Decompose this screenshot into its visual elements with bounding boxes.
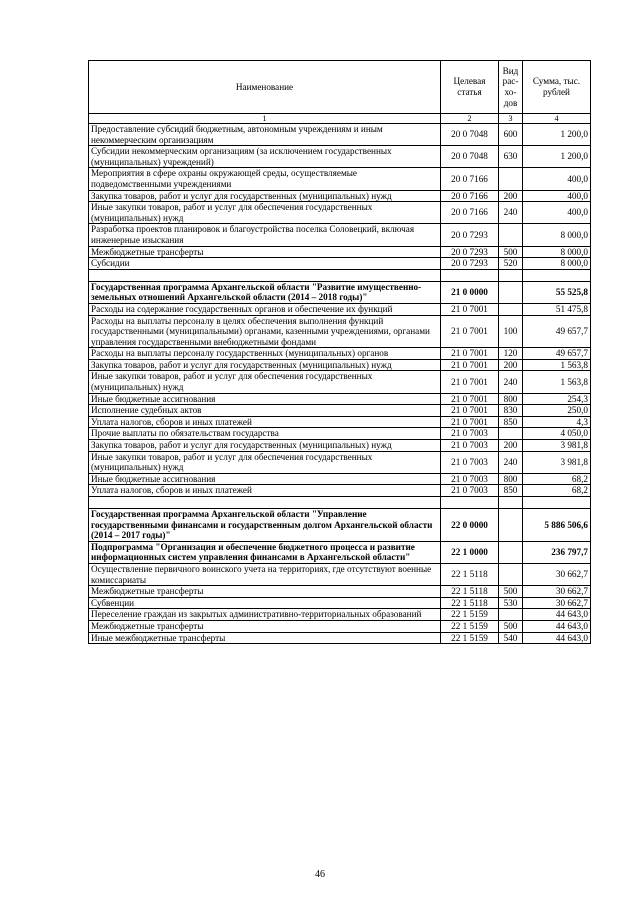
table-row: [89, 393, 591, 405]
table-row: [89, 451, 591, 473]
sum-cell: 400,0: [523, 202, 591, 224]
name-cell: Иные закупки товаров, работ и услуг для обеспечения государственных (муниципальных) нужд: [89, 451, 441, 473]
table-row: [89, 620, 591, 632]
column-number: 4: [523, 114, 591, 124]
code-cell: 22 1 5159: [441, 632, 499, 644]
sum-cell: 49 657,7: [523, 348, 591, 360]
code-cell: 20 0 7166: [441, 202, 499, 224]
code-cell: 21 0 7001: [441, 359, 499, 371]
code-cell: 21 0 7001: [441, 348, 499, 360]
table-row: [89, 246, 591, 258]
spacer-cell: [523, 497, 591, 509]
name-cell: Государственная программа Архангельской области "Управление государственными финансами и государственным долгом Архангельской области (2014 – 2017 годы)": [89, 509, 441, 542]
type-cell: 630: [499, 146, 523, 168]
table-row: [89, 168, 591, 190]
table-row: [89, 405, 591, 417]
table-header-row: [89, 61, 591, 114]
type-cell: 200: [499, 190, 523, 202]
code-cell: 20 0 7166: [441, 168, 499, 190]
name-cell: Иные закупки товаров, работ и услуг для обеспечения государственных (муниципальных) нужд: [89, 202, 441, 224]
type-cell: [499, 303, 523, 315]
code-cell: 20 0 7293: [441, 246, 499, 258]
type-cell: 500: [499, 620, 523, 632]
name-cell: Расходы на содержание государственных органов и обеспечение их функций: [89, 303, 441, 315]
code-cell: 21 0 0000: [441, 281, 499, 303]
name-cell: Разработка проектов планировок и благоустройства поселка Соловецкий, включая инженерные изыскания: [89, 224, 441, 246]
sum-cell: 3 981,8: [523, 440, 591, 452]
type-cell: 520: [499, 258, 523, 270]
table-row: [89, 609, 591, 621]
table-row: [89, 563, 591, 585]
name-cell: Расходы на выплаты персоналу государственных (муниципальных) органов: [89, 348, 441, 360]
type-cell: 530: [499, 597, 523, 609]
name-cell: Уплата налогов, сборов и иных платежей: [89, 416, 441, 428]
sum-cell: 1 563,8: [523, 371, 591, 393]
code-cell: 21 0 7003: [441, 485, 499, 497]
code-cell: 21 0 7001: [441, 303, 499, 315]
budget-table: [88, 60, 591, 644]
code-cell: 21 0 7001: [441, 416, 499, 428]
budget-table-container: [88, 60, 590, 644]
sum-cell: 254,3: [523, 393, 591, 405]
type-cell: [499, 541, 523, 563]
table-row: [89, 359, 591, 371]
name-cell: Расходы на выплаты персоналу в целях обеспечения выполнения функций государственными (муниципальными) органами, казенными учреждениями, органами управления государственными внебюджетными фондами: [89, 315, 441, 348]
table-row: [89, 281, 591, 303]
table-row: [89, 371, 591, 393]
table-row: [89, 258, 591, 270]
sum-cell: 4 050,0: [523, 428, 591, 440]
header-sum: Сумма, тыс. рублей: [523, 61, 591, 114]
table-row: [89, 428, 591, 440]
column-number: 2: [441, 114, 499, 124]
name-cell: Межбюджетные трансферты: [89, 586, 441, 598]
sum-cell: 44 643,0: [523, 632, 591, 644]
sum-cell: 44 643,0: [523, 620, 591, 632]
table-row: [89, 473, 591, 485]
code-cell: 20 0 7293: [441, 258, 499, 270]
name-cell: Уплата налогов, сборов и иных платежей: [89, 485, 441, 497]
type-cell: 500: [499, 586, 523, 598]
column-number: 1: [89, 114, 441, 124]
sum-cell: 1 200,0: [523, 124, 591, 146]
type-cell: [499, 224, 523, 246]
table-row: [89, 485, 591, 497]
table-row: [89, 597, 591, 609]
table-spacer-row: [89, 269, 591, 281]
sum-cell: 4,3: [523, 416, 591, 428]
type-cell: 120: [499, 348, 523, 360]
type-cell: 240: [499, 371, 523, 393]
code-cell: 20 0 7048: [441, 124, 499, 146]
sum-cell: 8 000,0: [523, 224, 591, 246]
type-cell: [499, 428, 523, 440]
name-cell: Межбюджетные трансферты: [89, 246, 441, 258]
table-row: [89, 146, 591, 168]
type-cell: [499, 168, 523, 190]
table-row: [89, 632, 591, 644]
header-code: Целевая статья: [441, 61, 499, 114]
code-cell: 22 1 5118: [441, 586, 499, 598]
sum-cell: 51 475,8: [523, 303, 591, 315]
type-cell: 100: [499, 315, 523, 348]
type-cell: 240: [499, 451, 523, 473]
table-row: [89, 303, 591, 315]
table-row: [89, 315, 591, 348]
sum-cell: 49 657,7: [523, 315, 591, 348]
type-cell: 500: [499, 246, 523, 258]
code-cell: 21 0 7001: [441, 315, 499, 348]
code-cell: 22 1 5118: [441, 563, 499, 585]
spacer-cell: [441, 497, 499, 509]
table-row: [89, 124, 591, 146]
sum-cell: 8 000,0: [523, 246, 591, 258]
spacer-cell: [499, 269, 523, 281]
name-cell: Субсидии некоммерческим организациям (за исключением государственных (муниципальных) учреждений): [89, 146, 441, 168]
table-row: [89, 440, 591, 452]
code-cell: 21 0 7001: [441, 371, 499, 393]
name-cell: Иные закупки товаров, работ и услуг для обеспечения государственных (муниципальных) нужд: [89, 371, 441, 393]
code-cell: 21 0 7003: [441, 428, 499, 440]
table-row: [89, 348, 591, 360]
column-number-row: [89, 114, 591, 124]
sum-cell: 3 981,8: [523, 451, 591, 473]
name-cell: Закупка товаров, работ и услуг для государственных (муниципальных) нужд: [89, 359, 441, 371]
sum-cell: 55 525,8: [523, 281, 591, 303]
table-row: [89, 416, 591, 428]
code-cell: 22 1 0000: [441, 541, 499, 563]
name-cell: Субвенции: [89, 597, 441, 609]
spacer-cell: [441, 269, 499, 281]
sum-cell: 30 662,7: [523, 586, 591, 598]
sum-cell: 400,0: [523, 190, 591, 202]
code-cell: 22 0 0000: [441, 509, 499, 542]
table-row: [89, 202, 591, 224]
code-cell: 21 0 7003: [441, 451, 499, 473]
table-body: [89, 124, 591, 644]
name-cell: Иные бюджетные ассигнования: [89, 473, 441, 485]
code-cell: 20 0 7293: [441, 224, 499, 246]
sum-cell: 68,2: [523, 473, 591, 485]
name-cell: Подпрограмма "Организация и обеспечение бюджетного процесса и развитие информационных систем управления финансами в Архангельской области": [89, 541, 441, 563]
type-cell: 540: [499, 632, 523, 644]
table-row: [89, 224, 591, 246]
sum-cell: 8 000,0: [523, 258, 591, 270]
name-cell: Переселение граждан из закрытых административно-территориальных образований: [89, 609, 441, 621]
name-cell: Закупка товаров, работ и услуг для государственных (муниципальных) нужд: [89, 190, 441, 202]
sum-cell: 68,2: [523, 485, 591, 497]
sum-cell: 400,0: [523, 168, 591, 190]
code-cell: 21 0 7003: [441, 440, 499, 452]
name-cell: Иные межбюджетные трансферты: [89, 632, 441, 644]
sum-cell: 1 200,0: [523, 146, 591, 168]
type-cell: 200: [499, 440, 523, 452]
name-cell: Прочие выплаты по обязательствам государства: [89, 428, 441, 440]
sum-cell: 5 886 506,6: [523, 509, 591, 542]
name-cell: Мероприятия в сфере охраны окружающей среды, осуществляемые подведомственными учреждениями: [89, 168, 441, 190]
sum-cell: 236 797,7: [523, 541, 591, 563]
type-cell: [499, 563, 523, 585]
type-cell: [499, 609, 523, 621]
name-cell: Предоставление субсидий бюджетным, автономным учреждениям и иным некоммерческим организациям: [89, 124, 441, 146]
name-cell: Иные бюджетные ассигнования: [89, 393, 441, 405]
type-cell: 200: [499, 359, 523, 371]
spacer-cell: [89, 269, 441, 281]
name-cell: Субсидии: [89, 258, 441, 270]
type-cell: [499, 509, 523, 542]
header-type: Вид рас-хо-дов: [499, 61, 523, 114]
spacer-cell: [523, 269, 591, 281]
sum-cell: 1 563,8: [523, 359, 591, 371]
table-row: [89, 586, 591, 598]
code-cell: 21 0 7001: [441, 405, 499, 417]
spacer-cell: [499, 497, 523, 509]
type-cell: 850: [499, 485, 523, 497]
spacer-cell: [89, 497, 441, 509]
sum-cell: 30 662,7: [523, 597, 591, 609]
sum-cell: 44 643,0: [523, 609, 591, 621]
page-number: 46: [315, 869, 325, 880]
code-cell: 22 1 5159: [441, 620, 499, 632]
sum-cell: 250,0: [523, 405, 591, 417]
type-cell: 800: [499, 473, 523, 485]
name-cell: Осуществление первичного воинского учета на территориях, где отсутствуют военные комиссариаты: [89, 563, 441, 585]
table-row: [89, 509, 591, 542]
table-row: [89, 541, 591, 563]
type-cell: 850: [499, 416, 523, 428]
name-cell: Исполнение судебных актов: [89, 405, 441, 417]
table-row: [89, 190, 591, 202]
table-spacer-row: [89, 497, 591, 509]
code-cell: 20 0 7166: [441, 190, 499, 202]
code-cell: 21 0 7003: [441, 473, 499, 485]
column-number: 3: [499, 114, 523, 124]
type-cell: 600: [499, 124, 523, 146]
type-cell: 800: [499, 393, 523, 405]
name-cell: Закупка товаров, работ и услуг для государственных (муниципальных) нужд: [89, 440, 441, 452]
type-cell: 830: [499, 405, 523, 417]
name-cell: Межбюджетные трансферты: [89, 620, 441, 632]
code-cell: 20 0 7048: [441, 146, 499, 168]
code-cell: 21 0 7001: [441, 393, 499, 405]
sum-cell: 30 662,7: [523, 563, 591, 585]
type-cell: [499, 281, 523, 303]
type-cell: 240: [499, 202, 523, 224]
header-name: Наименование: [89, 61, 441, 114]
code-cell: 22 1 5118: [441, 597, 499, 609]
code-cell: 22 1 5159: [441, 609, 499, 621]
name-cell: Государственная программа Архангельской области "Развитие имущественно-земельных отношений Архангельской области (2014 – 2018 годы)": [89, 281, 441, 303]
